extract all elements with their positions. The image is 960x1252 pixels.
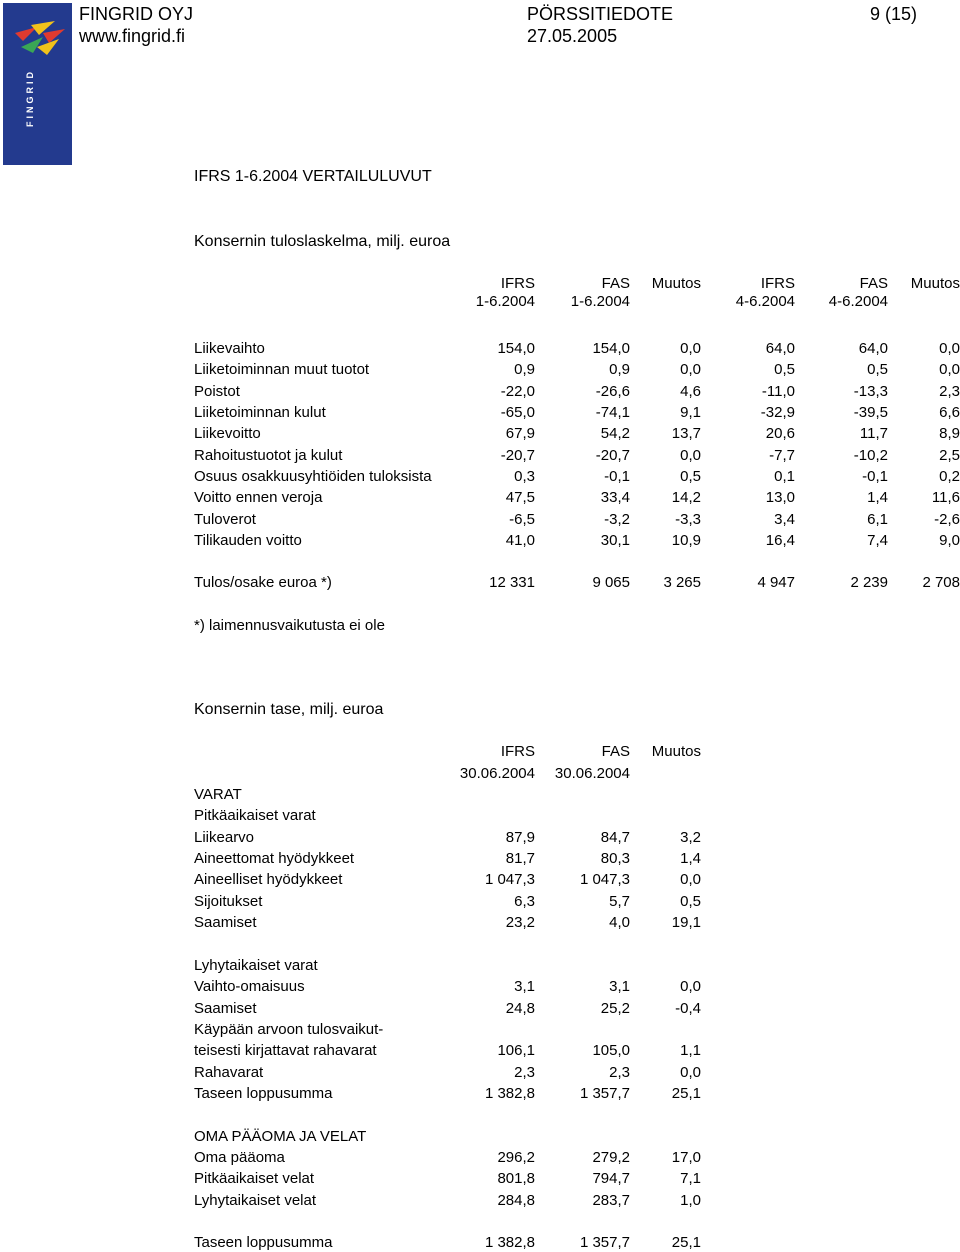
row-label: Aineelliset hyödykkeet — [194, 871, 343, 889]
cell-value: 1 357,7 — [579, 1234, 630, 1252]
cell-value: 16,4 — [765, 532, 795, 550]
row-label: Pitkäaikaiset varat — [194, 807, 316, 825]
cell-value: 54,2 — [600, 425, 630, 443]
table-row — [0, 957, 960, 975]
cell-value: 0,0 — [680, 446, 701, 464]
cell-value: 0,1 — [774, 468, 795, 486]
cell-value: 47,5 — [505, 489, 535, 507]
cell-value: 30,1 — [600, 532, 630, 550]
cell-value: 154,0 — [497, 340, 535, 357]
cell-value: Muutos — [651, 275, 701, 292]
table-row — [0, 978, 960, 996]
table-row — [0, 1234, 960, 1252]
table-row — [0, 1021, 960, 1039]
cell-value: 7,4 — [867, 532, 888, 550]
table-row — [0, 1042, 960, 1060]
cell-value: 41,0 — [505, 532, 535, 550]
table-row — [0, 511, 960, 529]
table-row — [0, 447, 960, 465]
cell-value: 801,8 — [497, 1170, 535, 1188]
cell-value: 0,0 — [680, 871, 701, 889]
table-row — [0, 532, 960, 550]
cell-value: 24,8 — [505, 999, 535, 1017]
cell-value: 84,7 — [600, 828, 630, 846]
row-label: Tilikauden voitto — [194, 532, 302, 550]
fingrid-logo — [3, 3, 72, 165]
cell-value: 13,7 — [671, 425, 701, 443]
cell-value: 5,7 — [609, 892, 630, 910]
cell-value: 0,5 — [867, 361, 888, 379]
column-header-period-row — [0, 293, 960, 311]
table-row — [0, 1106, 960, 1124]
cell-value: 0,2 — [939, 468, 960, 486]
row-label: teisesti kirjattavat rahavarat — [194, 1042, 377, 1060]
cell-value: 4,6 — [680, 382, 701, 400]
row-label: Liikearvo — [194, 828, 255, 846]
row-label: Liikevoitto — [194, 425, 261, 443]
row-label: Pitkäaikaiset velat — [194, 1170, 315, 1188]
cell-value: IFRS — [500, 743, 535, 760]
cell-value: 12 331 — [489, 574, 535, 591]
cell-value: -0,1 — [862, 468, 888, 486]
cell-value: 0,5 — [774, 361, 795, 379]
row-label: OMA PÄÄOMA JA VELAT — [194, 1127, 367, 1145]
table-row — [0, 935, 960, 953]
cell-value: 14,2 — [671, 489, 701, 507]
cell-value: 3,2 — [680, 828, 701, 846]
release-date: 27.05.2005 — [527, 26, 618, 46]
table-row — [0, 468, 960, 486]
cell-value: 2,3 — [514, 1063, 535, 1081]
cell-value: 2 239 — [850, 574, 888, 591]
table-row — [0, 1064, 960, 1082]
row-label: Saamiset — [194, 914, 257, 932]
cell-value: 17,0 — [671, 1148, 701, 1166]
cell-value: 1-6.2004 — [570, 293, 630, 310]
cell-value: 2,3 — [939, 382, 960, 400]
cell-value: -10,2 — [853, 446, 888, 464]
cell-value: 1,4 — [680, 850, 701, 868]
cell-value: 67,9 — [505, 425, 535, 443]
row-label: Sijoitukset — [194, 892, 263, 910]
row-label: Käypään arvoon tulosvaikut- — [194, 1020, 384, 1038]
cell-value: 7,1 — [680, 1170, 701, 1188]
row-label: Aineettomat hyödykkeet — [194, 850, 355, 868]
cell-value: 9,1 — [680, 404, 701, 422]
eps-row — [0, 574, 960, 592]
cell-value: 13,0 — [765, 489, 795, 507]
cell-value: 0,0 — [939, 340, 960, 357]
cell-value: 64,0 — [765, 340, 795, 357]
table-row — [0, 807, 960, 825]
cell-value: 1,4 — [867, 489, 888, 507]
cell-value: 30.06.2004 — [459, 765, 535, 782]
cell-value: 0,0 — [680, 1063, 701, 1081]
cell-value: 0,5 — [680, 468, 701, 486]
footnote: *) laimennusvaikutusta ei ole — [194, 617, 385, 634]
cell-value: -13,3 — [853, 382, 888, 400]
column-header-row — [0, 743, 960, 761]
table-row — [0, 404, 960, 422]
cell-value: FAS — [601, 275, 630, 292]
cell-value: 64,0 — [858, 340, 888, 357]
row-label: Tuloverot — [194, 510, 256, 528]
cell-value: 4,0 — [609, 914, 630, 932]
balance-sheet-title: Konsernin tase, milj. euroa — [194, 701, 384, 718]
cell-value: 3,4 — [774, 510, 795, 528]
cell-value: 2,5 — [939, 446, 960, 464]
column-header-period-row — [0, 765, 960, 783]
cell-value: 10,9 — [671, 532, 701, 550]
cell-value: -65,0 — [500, 404, 535, 422]
cell-value: 6,6 — [939, 404, 960, 422]
logo-wordmark: FINGRID — [25, 69, 35, 127]
cell-value: -7,7 — [769, 446, 795, 464]
cell-value: 8,9 — [939, 425, 960, 443]
table-row — [0, 1128, 960, 1146]
cell-value: 80,3 — [600, 850, 630, 868]
table-row — [0, 786, 960, 804]
cell-value: 1 047,3 — [484, 871, 535, 889]
cell-value: 1 047,3 — [579, 871, 630, 889]
cell-value: Muutos — [651, 743, 701, 760]
table-row — [0, 914, 960, 932]
cell-value: 0,9 — [609, 361, 630, 379]
cell-value: -0,4 — [675, 999, 701, 1017]
table-row — [0, 340, 960, 358]
cell-value: 1 382,8 — [484, 1084, 535, 1102]
cell-value: 20,6 — [765, 425, 795, 443]
section-title: IFRS 1-6.2004 VERTAILULUVUT — [194, 168, 432, 185]
cell-value: 0,0 — [939, 361, 960, 379]
cell-value: -2,6 — [934, 510, 960, 528]
company-name: FINGRID OYJ — [79, 4, 194, 24]
cell-value: 0,0 — [680, 361, 701, 379]
table-row — [0, 850, 960, 868]
row-label: Liiketoiminnan kulut — [194, 404, 326, 422]
cell-value: FAS — [859, 275, 888, 292]
cell-value: 11,7 — [859, 425, 888, 443]
table-row — [0, 871, 960, 889]
cell-value: 25,1 — [671, 1234, 701, 1252]
row-label: Lyhytaikaiset velat — [194, 1191, 317, 1209]
table-row — [0, 1149, 960, 1167]
cell-value: 81,7 — [505, 850, 535, 868]
cell-value: 279,2 — [592, 1148, 630, 1166]
row-label: Saamiset — [194, 999, 257, 1017]
cell-value: 0,0 — [680, 978, 701, 996]
table-row — [0, 1170, 960, 1188]
cell-value: 25,2 — [600, 999, 630, 1017]
cell-value: IFRS — [500, 275, 535, 292]
cell-value: 1,1 — [680, 1042, 701, 1060]
table-row — [0, 829, 960, 847]
row-label: Poistot — [194, 382, 240, 400]
cell-value: 0,5 — [680, 892, 701, 910]
cell-value: 284,8 — [497, 1191, 535, 1209]
cell-value: 3,1 — [514, 978, 535, 996]
page-number: 9 (15) — [870, 4, 918, 24]
table-row — [0, 1085, 960, 1103]
row-label: Taseen loppusumma — [194, 1234, 333, 1252]
website-link[interactable]: www.fingrid.fi — [79, 26, 186, 46]
cell-value: 1 357,7 — [579, 1084, 630, 1102]
cell-value: -26,6 — [595, 382, 630, 400]
table-row — [0, 1213, 960, 1231]
row-label: Voitto ennen veroja — [194, 489, 323, 507]
cell-value: -22,0 — [500, 382, 535, 400]
cell-value: 4 947 — [757, 574, 795, 591]
cell-value: 1 382,8 — [484, 1234, 535, 1252]
row-label: Osuus osakkuusyhtiöiden tuloksista — [194, 468, 432, 486]
table-row — [0, 489, 960, 507]
document-type: PÖRSSITIEDOTE — [527, 4, 674, 24]
cell-value: 3,1 — [609, 978, 630, 996]
cell-value: 30.06.2004 — [554, 765, 630, 782]
row-label: Vaihto-omaisuus — [194, 978, 305, 996]
table-row — [0, 1192, 960, 1210]
cell-value: 3 265 — [663, 574, 701, 591]
row-label: Rahavarat — [194, 1063, 264, 1081]
cell-value: -0,1 — [604, 468, 630, 486]
cell-value: -20,7 — [500, 446, 535, 464]
cell-value: 1-6.2004 — [475, 293, 535, 310]
cell-value: 4-6.2004 — [735, 293, 795, 310]
row-label: Oma pääoma — [194, 1148, 285, 1166]
cell-value: 0,3 — [514, 468, 535, 486]
cell-value: 9 065 — [592, 574, 630, 591]
table-row — [0, 425, 960, 443]
column-header-row — [0, 275, 960, 293]
cell-value: -39,5 — [853, 404, 888, 422]
cell-value: 794,7 — [592, 1170, 630, 1188]
cell-value: IFRS — [760, 275, 795, 292]
cell-value: 6,1 — [867, 510, 888, 528]
cell-value: 23,2 — [505, 914, 535, 932]
cell-value: 4-6.2004 — [828, 293, 888, 310]
cell-value: -74,1 — [595, 404, 630, 422]
cell-value: 154,0 — [592, 340, 630, 357]
cell-value: 33,4 — [600, 489, 630, 507]
row-label: Liiketoiminnan muut tuotot — [194, 361, 370, 379]
cell-value: 11,6 — [931, 489, 960, 507]
row-label: Rahoitustuotot ja kulut — [194, 446, 343, 464]
cell-value: Muutos — [910, 275, 960, 292]
row-label: Lyhytaikaiset varat — [194, 956, 318, 974]
cell-value: FAS — [601, 743, 630, 760]
cell-value: -3,2 — [604, 510, 630, 528]
cell-value: -20,7 — [595, 446, 630, 464]
table-row — [0, 361, 960, 379]
table-row — [0, 1000, 960, 1018]
row-label: Tulos/osake euroa *) — [194, 574, 332, 591]
cell-value: -32,9 — [760, 404, 795, 422]
cell-value: 6,3 — [514, 892, 535, 910]
cell-value: -6,5 — [509, 510, 535, 528]
cell-value: 296,2 — [497, 1148, 535, 1166]
cell-value: 1,0 — [680, 1191, 701, 1209]
cell-value: 2 708 — [922, 574, 960, 591]
cell-value: 283,7 — [592, 1191, 630, 1209]
cell-value: 19,1 — [671, 914, 701, 932]
cell-value: 0,9 — [514, 361, 535, 379]
cell-value: -11,0 — [761, 382, 795, 400]
cell-value: 0,0 — [680, 340, 701, 357]
cell-value: 25,1 — [671, 1084, 701, 1102]
cell-value: 2,3 — [609, 1063, 630, 1081]
row-label: VARAT — [194, 786, 242, 803]
cell-value: -3,3 — [675, 510, 701, 528]
row-label: Liikevaihto — [194, 340, 265, 357]
cell-value: 106,1 — [497, 1042, 535, 1060]
table-row — [0, 893, 960, 911]
table-row — [0, 383, 960, 401]
income-statement-title: Konsernin tuloslaskelma, milj. euroa — [194, 233, 451, 250]
cell-value: 105,0 — [592, 1042, 630, 1060]
cell-value: 9,0 — [939, 532, 960, 550]
row-label: Taseen loppusumma — [194, 1084, 333, 1102]
cell-value: 87,9 — [505, 828, 535, 846]
